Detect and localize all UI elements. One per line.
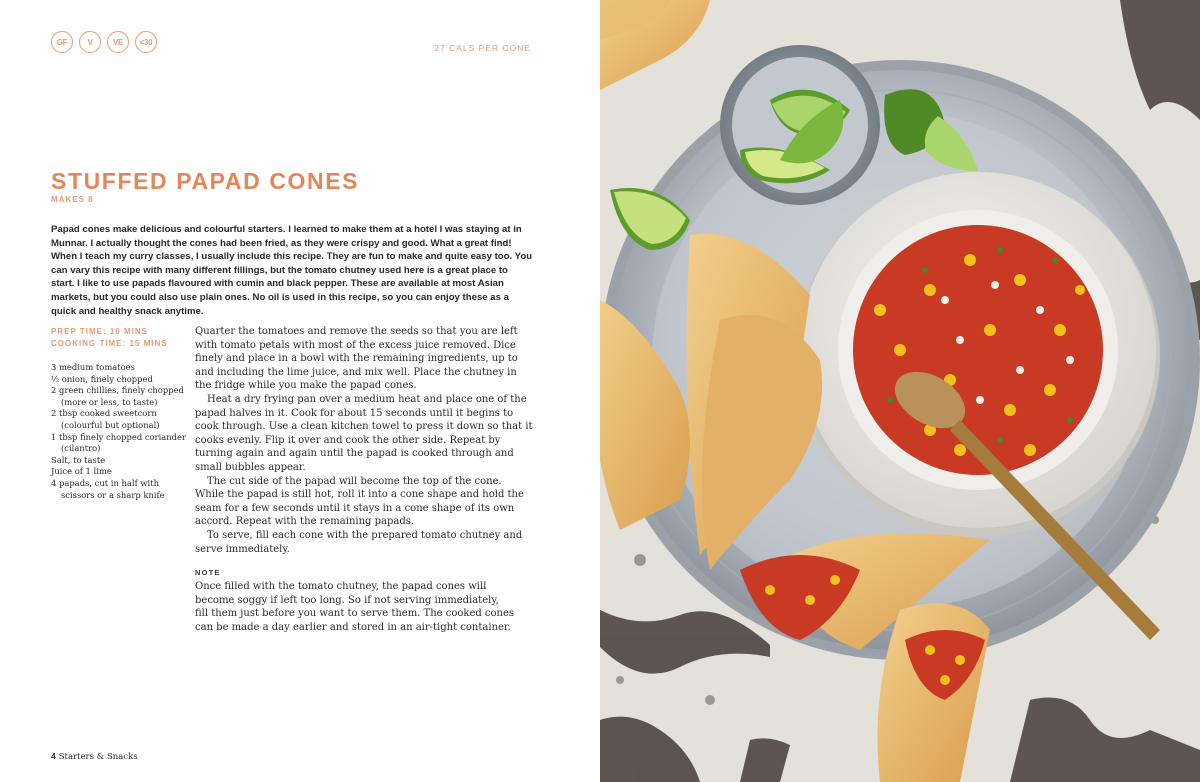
ingredient-item: 2 tbsp cooked sweetcorn (colourful but optional) bbox=[51, 408, 160, 430]
ingredient-item: 2 green chillies, finely chopped (more or less, to taste) bbox=[51, 385, 184, 407]
note-heading: NOTE bbox=[195, 568, 221, 577]
ingredient-item: Salt, to taste bbox=[51, 454, 106, 465]
method-paragraph: Quarter the tomatoes and remove the seeds so that you are left with tomato petals with most of the excess juice removed. Dice finely and place in a bowl with the remaining ingredients, up to and including the lime juice, and mix well. Place the chutney in the fridge while you make the papad cones. bbox=[195, 326, 518, 392]
gluten-free-badge: GF bbox=[51, 31, 73, 53]
ingredient-item: 3 medium tomatoes bbox=[51, 362, 135, 372]
prep-time: PREP TIME: 10 MINS bbox=[51, 327, 148, 336]
page-number: 4 bbox=[51, 751, 56, 761]
method-paragraph: To serve, fill each cone with the prepared tomato chutney and serve immediately. bbox=[195, 529, 523, 555]
ingredient-item: 4 papads, cut in half with scissors or a sharp knife bbox=[51, 477, 165, 500]
page-footer bbox=[51, 751, 138, 762]
recipe-intro: Papad cones make delicious and colourful starters. I learned to make them at a hotel I was staying at in Munnar. I actually thought the cones had been fried, as they were crispy and good. What a great find! When I teach my curry classes, I usually include this recipe. They are fun to make and quite easy too. You can vary this recipe with many different fillings, but the tomato chutney used here is a great place to start. I like to use papads flavoured with cumin and black pepper. These are available at most Asian markets, but you could also use plain ones. No oil is used in this recipe, so you can enjoy these as a quick and healthy snack anytime. bbox=[51, 224, 533, 317]
recipe-yield: MAKES 8 bbox=[51, 195, 94, 204]
recipe-title: STUFFED PAPAD CONES bbox=[51, 168, 360, 194]
under-30-badge: <30 bbox=[135, 31, 157, 53]
cooking-time: COOKING TIME: 15 MINS bbox=[51, 339, 168, 348]
ingredient-list bbox=[51, 362, 191, 501]
note-text: Once filled with the tomato chutney, the papad cones will become soggy if left too long. So if not serving immediately, fill them just before you want to serve them. The cooked cones can be made a day earlier and stored in an air-tight container. bbox=[195, 581, 515, 633]
calories-per-cone: 27 CALS PER CONE bbox=[434, 43, 531, 53]
recipe-times bbox=[51, 326, 168, 350]
dietary-badges bbox=[51, 31, 157, 53]
method-paragraph: Heat a dry frying pan over a medium heat and place one of the papad halves in it. Cook for about 15 seconds until it begins to cook through. Use a clean kitchen towel to press it down so that it cooks evenly. Flip it over and cook the other side. Repeat by turning again and again until the papad is cooked through and small bubbles appear. bbox=[195, 393, 533, 473]
ingredient-item: ½ onion, finely chopped bbox=[51, 373, 153, 384]
papad-cones-photo bbox=[600, 0, 1200, 782]
ingredient-item: Juice of 1 lime bbox=[51, 466, 112, 477]
method-steps bbox=[195, 325, 533, 556]
vegan-badge: VE bbox=[107, 31, 129, 53]
ingredient-item: 1 tbsp finely chopped coriander (cilantro) bbox=[51, 431, 186, 454]
vegetarian-badge: V bbox=[79, 31, 101, 53]
section-name: Starters & Snacks bbox=[58, 752, 138, 762]
recipe-photo bbox=[600, 0, 1200, 782]
method-paragraph: The cut side of the papad will become the top of the cone. While the papad is still hot, roll it into a cone shape and hold the seam for a few seconds until it stays in a cone shape of its own accord. Repeat with the remaining papads. bbox=[195, 475, 524, 528]
